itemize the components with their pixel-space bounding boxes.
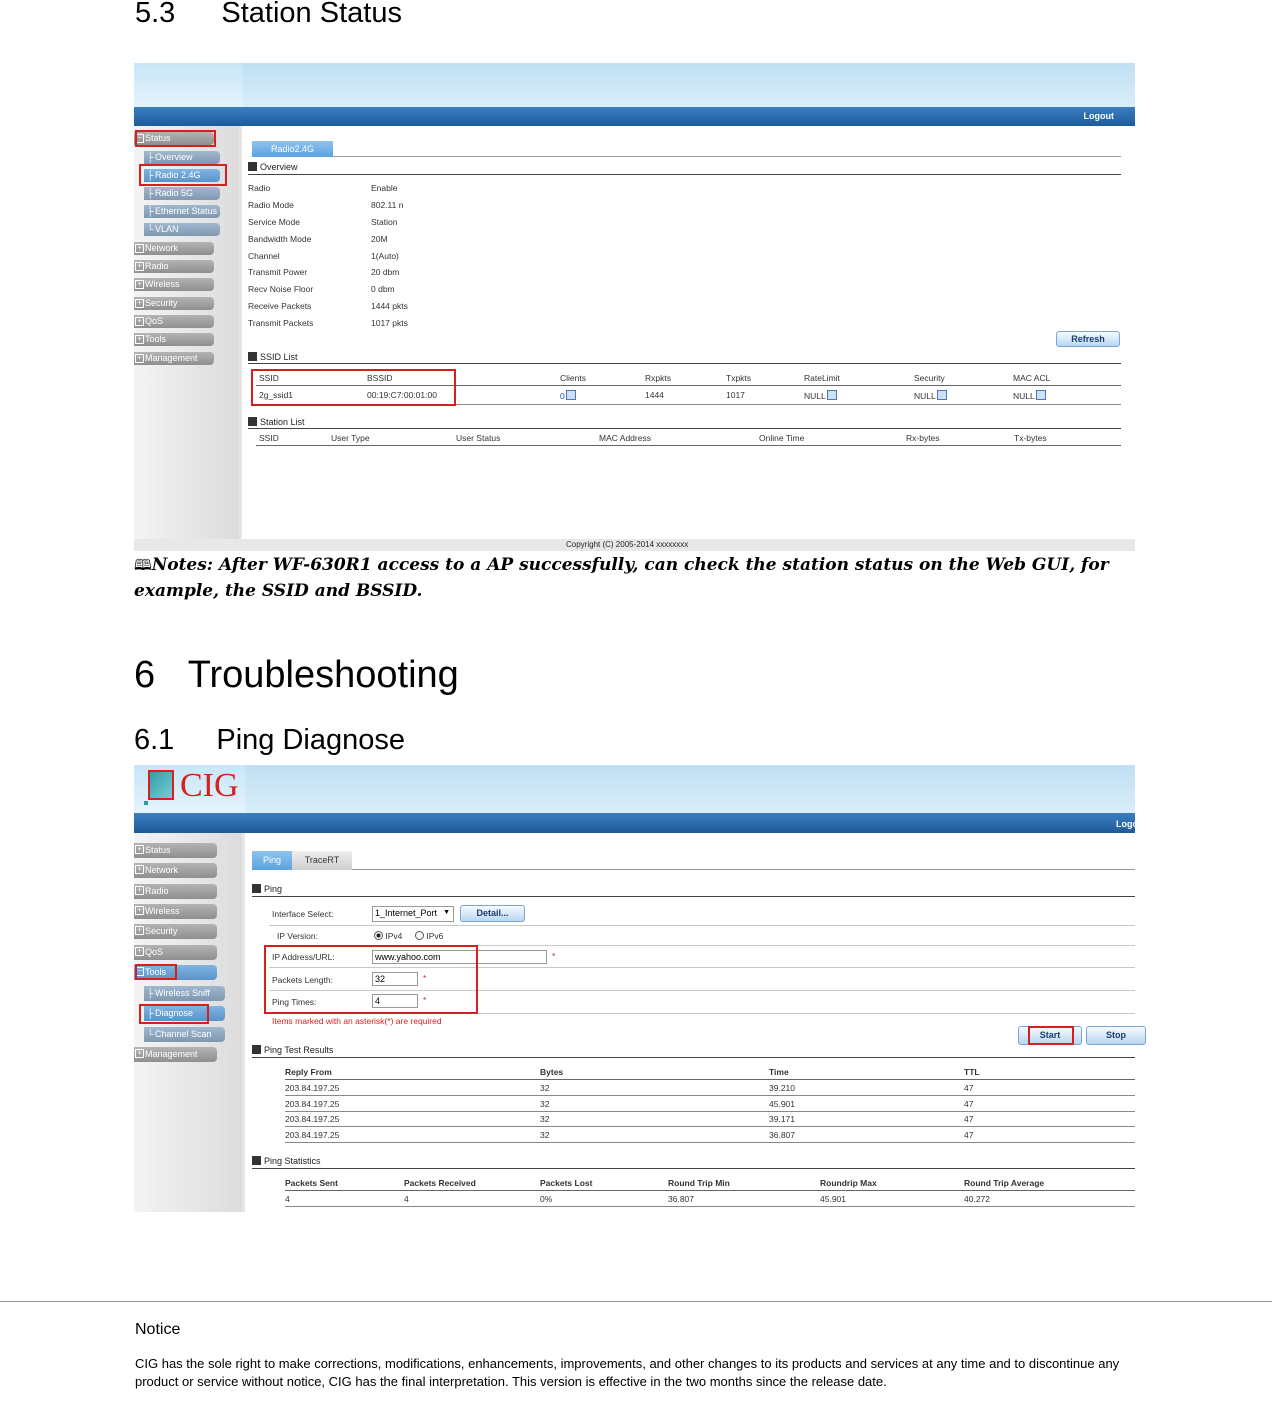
menu-security[interactable]	[134, 924, 217, 939]
submenu-overview[interactable]	[144, 151, 220, 164]
stats-header: Round Trip Average	[964, 1178, 1045, 1188]
results-cell: 45.901	[769, 1099, 795, 1109]
results-row-line	[285, 1126, 1135, 1127]
ip-address-input[interactable]: www.yahoo.com	[372, 950, 547, 964]
stats-cell: 36.807	[668, 1194, 694, 1204]
ssid-list-divider	[248, 363, 1121, 364]
menu-label: Network	[145, 243, 179, 253]
plus-icon: +	[135, 845, 144, 854]
radio-unchecked-icon	[415, 931, 424, 940]
ipv6-radio[interactable]	[415, 931, 443, 941]
tree-branch-icon: ├	[147, 988, 154, 998]
station-header: User Type	[331, 433, 370, 443]
tree-end-icon: └	[147, 1029, 154, 1039]
results-header: Time	[769, 1067, 789, 1077]
section-label: Ping Test Results	[264, 1045, 334, 1055]
stats-header-line	[285, 1190, 1135, 1191]
stop-button[interactable]: Stop	[1086, 1026, 1146, 1045]
ssid-security-link[interactable]	[914, 390, 947, 401]
plus-icon: +	[135, 317, 144, 326]
tab-ping[interactable]: Ping	[252, 851, 292, 870]
packets-length-input[interactable]: 32	[372, 972, 418, 986]
required-asterisk: *	[423, 973, 427, 983]
menu-label: Network	[145, 865, 179, 875]
overview-label: Transmit Power	[248, 267, 308, 277]
results-divider	[252, 1057, 1135, 1058]
plus-icon: +	[135, 947, 144, 956]
sidebar	[134, 126, 242, 551]
ssid-header: Security	[914, 373, 945, 383]
menu-label: VLAN	[155, 224, 179, 234]
tree-branch-icon: ├	[147, 152, 154, 162]
plus-icon: +	[135, 335, 144, 344]
results-header: TTL	[964, 1067, 980, 1077]
ssid-cell: 2g_ssid1	[259, 390, 294, 400]
square-icon	[248, 352, 257, 361]
overview-value: 802.11 n	[371, 200, 404, 210]
plus-icon: +	[135, 1049, 144, 1058]
nav-bar	[134, 813, 1135, 833]
menu-label: Radio	[145, 886, 169, 896]
highlight-tools	[135, 964, 177, 980]
ssid-header: SSID	[259, 373, 279, 383]
minus-icon: −	[135, 134, 144, 143]
footer-divider	[0, 1301, 1272, 1302]
edit-icon	[937, 390, 947, 400]
row-line	[269, 925, 1135, 926]
submenu-vlan[interactable]	[144, 223, 220, 236]
menu-label: Radio 5G	[155, 188, 194, 198]
top-banner	[134, 765, 1135, 813]
ssid-macacl-link[interactable]	[1013, 390, 1046, 401]
section-5-3-heading	[135, 0, 402, 30]
station-header-line	[256, 445, 1121, 446]
menu-network[interactable]	[134, 242, 214, 255]
square-icon	[252, 1156, 261, 1165]
square-icon	[252, 1045, 261, 1054]
highlight-diagnose	[139, 1004, 209, 1024]
results-cell: 47	[964, 1099, 974, 1109]
results-cell: 36.807	[769, 1130, 795, 1140]
plus-icon: +	[135, 926, 144, 935]
menu-status[interactable]	[134, 843, 217, 858]
stats-cell: 40.272	[964, 1194, 990, 1204]
menu-qos[interactable]	[134, 945, 217, 960]
menu-label: Radio 2.4G	[155, 170, 201, 180]
results-cell: 32	[540, 1114, 550, 1124]
stats-header: Packets Lost	[540, 1178, 593, 1188]
logout-link[interactable]: Logo	[1116, 819, 1138, 829]
ssid-header: Clients	[560, 373, 586, 383]
plus-icon: +	[135, 906, 144, 915]
menu-label: Status	[145, 133, 171, 143]
section-6-1-heading	[134, 724, 405, 757]
station-list-section-title	[248, 417, 305, 427]
menu-wireless[interactable]	[134, 904, 217, 919]
plus-icon: +	[135, 299, 144, 308]
station-list-divider	[248, 428, 1121, 429]
required-asterisk: *	[552, 951, 556, 961]
tab-radio-24g[interactable]: Radio2.4G	[252, 141, 333, 157]
menu-label: QoS	[145, 316, 164, 326]
tab-line	[352, 869, 1135, 870]
security-value: NULL	[914, 391, 936, 401]
refresh-button[interactable]: Refresh	[1056, 331, 1120, 347]
overview-divider	[248, 174, 1121, 175]
results-cell: 39.171	[769, 1114, 795, 1124]
results-cell: 32	[540, 1130, 550, 1140]
submenu-wireless-sniff[interactable]	[144, 986, 225, 1001]
menu-label: Radio	[145, 261, 169, 271]
logo-dot-icon	[144, 801, 148, 805]
menu-security[interactable]	[134, 297, 214, 310]
interface-label: Interface Select:	[272, 909, 334, 919]
stats-cell: 4	[285, 1194, 290, 1204]
menu-radio[interactable]	[134, 884, 217, 899]
results-cell: 32	[540, 1083, 550, 1093]
results-cell: 47	[964, 1130, 974, 1140]
stats-cell: 45.901	[820, 1194, 846, 1204]
ssid-cell: 1444	[645, 390, 664, 400]
ssid-ratelimit-link[interactable]	[804, 390, 837, 401]
menu-tools[interactable]	[134, 333, 214, 346]
note	[134, 552, 1134, 604]
overview-value: Enable	[371, 183, 398, 193]
detail-button[interactable]: Detail...	[460, 905, 525, 922]
overview-value: 20M	[371, 234, 388, 244]
overview-label: Radio Mode	[248, 200, 294, 210]
ratelimit-value: NULL	[804, 391, 826, 401]
ping-diagnose-screenshot	[134, 765, 1138, 1212]
highlight-ssid-bssid	[251, 369, 456, 406]
ssid-header: Rxpkts	[645, 373, 671, 383]
overview-label: Receive Packets	[248, 301, 312, 311]
ping-section-title	[252, 884, 282, 894]
section-title: Station Status	[221, 0, 402, 29]
submenu-channel-scan[interactable]	[144, 1027, 225, 1042]
top-banner	[134, 63, 1135, 107]
station-header: Online Time	[759, 433, 805, 443]
square-icon	[248, 162, 257, 171]
note-text: Notes: After WF-630R1 access to a AP successfully, can check the station status on the Web GUI, for example, the SSID and BSSID.	[134, 555, 1109, 601]
stats-cell: 0%	[540, 1194, 553, 1204]
nav-bar	[134, 107, 1135, 126]
edit-icon	[827, 390, 837, 400]
section-label: SSID List	[260, 352, 298, 362]
interface-value: 1_Internet_Port	[375, 908, 438, 918]
menu-label: Wireless	[145, 906, 180, 916]
station-header: SSID	[259, 433, 279, 443]
highlight-ping-fields	[264, 945, 478, 1014]
overview-value: Station	[371, 217, 398, 227]
overview-value: 1017 pkts	[371, 318, 408, 328]
section-label: Ping	[264, 884, 283, 894]
results-cell: 47	[964, 1114, 974, 1124]
stats-header: Round Trip Min	[668, 1178, 730, 1188]
plus-icon: +	[135, 865, 144, 874]
menu-label: Overview	[155, 152, 193, 162]
tree-end-icon: └	[147, 224, 154, 234]
ssid-cell: 00:19:C7:00:01:00	[367, 390, 437, 400]
edit-icon	[566, 390, 576, 400]
results-row-line	[285, 1142, 1135, 1143]
section-number: 6.1	[134, 724, 175, 756]
menu-label: Security	[145, 926, 178, 936]
plus-icon: +	[135, 280, 144, 289]
results-row-line	[285, 1111, 1135, 1112]
ping-statistics-section-title	[252, 1156, 321, 1166]
tab-tracert[interactable]: TraceRT	[292, 851, 352, 870]
results-cell: 203.84.197.25	[285, 1083, 340, 1093]
results-header: Bytes	[540, 1067, 564, 1077]
overview-label: Recv Noise Floor	[248, 284, 314, 294]
overview-label: Bandwidth Mode	[248, 234, 312, 244]
ping-times-input[interactable]: 4	[372, 994, 418, 1008]
results-header-line	[285, 1079, 1135, 1080]
overview-label: Radio	[248, 183, 271, 193]
tree-branch-icon: ├	[147, 1008, 154, 1018]
plus-icon: +	[135, 886, 144, 895]
overview-value: 1(Auto)	[371, 251, 399, 261]
minus-icon: −	[135, 967, 144, 976]
menu-label: Status	[145, 845, 171, 855]
station-header: User Status	[456, 433, 501, 443]
menu-label: QoS	[145, 947, 164, 957]
copyright: Copyright (C) 2005-2014 xxxxxxxx	[566, 540, 689, 549]
overview-value: 0 dbm	[371, 284, 395, 294]
ip-address-label: IP Address/URL:	[272, 952, 335, 962]
overview-value: 20 dbm	[371, 267, 400, 277]
plus-icon: +	[135, 262, 144, 271]
logo-text: CIG	[180, 767, 239, 804]
menu-radio[interactable]	[134, 260, 214, 273]
ping-divider	[252, 896, 1135, 897]
section-label: Ping Statistics	[264, 1156, 321, 1166]
station-header: Tx-bytes	[1014, 433, 1047, 443]
section-title: Ping Diagnose	[216, 724, 406, 756]
menu-management[interactable]	[134, 1047, 217, 1062]
results-cell: 39.210	[769, 1083, 795, 1093]
section-label: Overview	[260, 162, 298, 172]
ssid-header: RateLimit	[804, 373, 840, 383]
book-icon: 🕮	[134, 556, 152, 574]
menu-label: Management	[145, 1049, 198, 1059]
stats-cell: 4	[404, 1194, 409, 1204]
station-status-screenshot	[134, 63, 1135, 551]
section-title: Troubleshooting	[187, 654, 459, 696]
menu-network[interactable]	[134, 863, 217, 878]
menu-label: Wireless	[145, 279, 180, 289]
notice-heading: Notice	[135, 1321, 181, 1338]
ssid-list-section-title	[248, 352, 298, 362]
ssid-clients-link[interactable]	[560, 390, 576, 401]
overview-value: 1444 pkts	[371, 301, 408, 311]
results-header: Reply From	[285, 1067, 332, 1077]
tree-branch-icon: ├	[147, 170, 154, 180]
macacl-value: NULL	[1013, 391, 1035, 401]
results-row-line	[285, 1095, 1135, 1096]
menu-label: Wireless Sniff	[155, 988, 210, 998]
results-cell: 32	[540, 1099, 550, 1109]
submenu-ethernet-status[interactable]	[144, 205, 220, 218]
menu-label: Tools	[145, 334, 167, 344]
menu-label: Diagnose	[155, 1008, 194, 1018]
station-header: MAC Address	[599, 433, 651, 443]
section-number: 6	[134, 654, 156, 696]
stats-header: Roundrip Max	[820, 1178, 877, 1188]
highlight-radio-24g	[139, 164, 227, 186]
overview-label: Transmit Packets	[248, 318, 314, 328]
menu-label: Tools	[145, 967, 167, 977]
overview-label: Channel	[248, 251, 280, 261]
stats-row-line	[285, 1206, 1135, 1207]
clients-value: 0	[560, 391, 565, 401]
plus-icon: +	[135, 354, 144, 363]
square-icon	[248, 417, 257, 426]
square-icon	[252, 884, 261, 893]
section-number: 5.3	[135, 0, 176, 29]
packets-length-label: Packets Length:	[272, 975, 333, 985]
highlight-status	[135, 130, 216, 147]
submenu-radio-5g[interactable]	[144, 187, 220, 200]
interface-select[interactable]	[372, 906, 454, 922]
station-header: Rx-bytes	[906, 433, 940, 443]
ping-results-section-title	[252, 1045, 333, 1055]
highlight-start	[1028, 1026, 1074, 1045]
ssid-header: BSSID	[367, 373, 393, 383]
edit-icon	[1036, 390, 1046, 400]
tab-line	[333, 156, 1121, 157]
menu-label: Channel Scan	[155, 1029, 212, 1039]
section-label: Station List	[260, 417, 305, 427]
logo-area	[134, 63, 242, 107]
chevron-down-icon: ▼	[443, 909, 450, 916]
results-cell: 203.84.197.25	[285, 1114, 340, 1124]
ipv4-label: IPv4	[385, 931, 403, 941]
ssid-header: Txpkts	[726, 373, 752, 383]
required-asterisk: *	[423, 995, 427, 1005]
start-button[interactable]: Start	[1018, 1026, 1082, 1045]
radio-checked-icon	[374, 931, 383, 940]
menu-qos[interactable]	[134, 315, 214, 328]
ipv4-radio[interactable]	[374, 931, 402, 941]
required-note: Items marked with an asterisk(*) are required	[272, 1016, 442, 1026]
overview-section-title	[248, 162, 298, 172]
logout-link[interactable]: Logout	[1083, 111, 1114, 121]
ssid-cell: 1017	[726, 390, 745, 400]
logo-area	[134, 765, 246, 813]
plus-icon: +	[135, 244, 144, 253]
ip-version-label: IP Version:	[277, 931, 318, 941]
logo-frame	[148, 770, 174, 800]
ssid-header: MAC ACL	[1013, 373, 1051, 383]
menu-label: Security	[145, 298, 178, 308]
ipv6-label: IPv6	[426, 931, 444, 941]
overview-label: Service Mode	[248, 217, 300, 227]
stats-header: Packets Received	[404, 1178, 476, 1188]
statistics-divider	[252, 1168, 1135, 1169]
tree-branch-icon: ├	[147, 206, 154, 216]
results-cell: 47	[964, 1083, 974, 1093]
results-cell: 203.84.197.25	[285, 1099, 340, 1109]
ping-times-label: Ping Times:	[272, 997, 317, 1007]
section-6-heading	[134, 654, 459, 697]
menu-label: Management	[145, 353, 198, 363]
menu-management[interactable]	[134, 352, 214, 365]
notice-text: CIG has the sole right to make corrections, modifications, enhancements, improvements, and other changes to its products and services at any time and to discontinue any product or service without notice, CIG has the final interpretation. This version is effective in the two months since the release date.	[135, 1356, 1120, 1389]
tree-branch-icon: ├	[147, 188, 154, 198]
menu-wireless[interactable]	[134, 278, 214, 291]
results-cell: 203.84.197.25	[285, 1130, 340, 1140]
menu-label: Ethernet Status	[155, 206, 218, 216]
stats-header: Packets Sent	[285, 1178, 338, 1188]
